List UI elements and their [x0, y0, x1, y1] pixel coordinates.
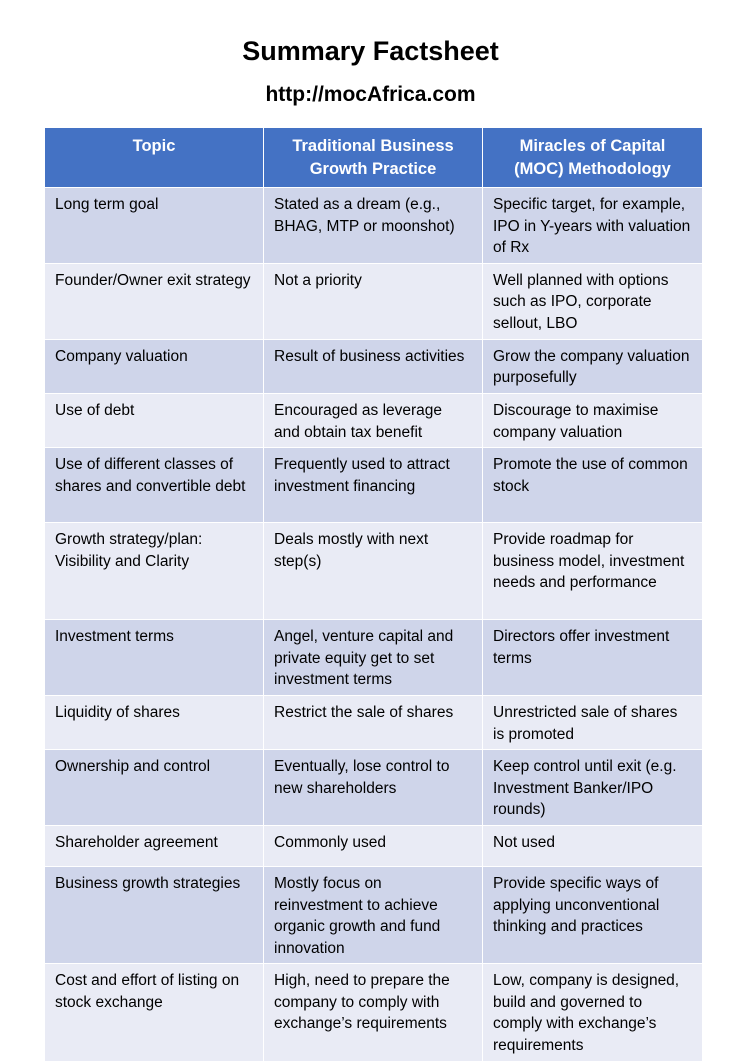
cell-moc: Promote the use of common stock [483, 448, 703, 523]
page-subtitle-url: http://mocAfrica.com [265, 83, 476, 106]
cell-traditional: Mostly focus on reinvestment to achieve organic growth and fund innovation [264, 866, 483, 963]
cell-traditional: Not a priority [264, 263, 483, 339]
cell-topic: Liquidity of shares [45, 695, 264, 749]
cell-topic: Founder/Owner exit strategy [45, 263, 264, 339]
cell-moc: Not used [483, 825, 703, 866]
cell-topic: Company valuation [45, 339, 264, 393]
table-header-row [45, 128, 703, 188]
cell-moc: Discourage to maximise company valuation [483, 393, 703, 447]
cell-traditional: Commonly used [264, 825, 483, 866]
cell-topic: Cost and effort of listing on stock exchange [45, 964, 264, 1061]
table-row [45, 620, 703, 696]
cell-topic: Shareholder agreement [45, 825, 264, 866]
table-row [45, 825, 703, 866]
table-row [45, 263, 703, 339]
table-row [45, 188, 703, 264]
cell-moc: Directors offer investment terms [483, 620, 703, 696]
cell-topic: Investment terms [45, 620, 264, 696]
table-row [45, 339, 703, 393]
cell-traditional: High, need to prepare the company to comply with exchange’s requirements [264, 964, 483, 1061]
cell-moc: Provide specific ways of applying unconventional thinking and practices [483, 866, 703, 963]
cell-traditional: Restrict the sale of shares [264, 695, 483, 749]
cell-topic: Use of different classes of shares and convertible debt [45, 448, 264, 523]
page-title: Summary Factsheet [242, 36, 499, 66]
cell-topic: Use of debt [45, 393, 264, 447]
cell-traditional: Encouraged as leverage and obtain tax benefit [264, 393, 483, 447]
cell-moc: Specific target, for example, IPO in Y-years with valuation of Rx [483, 188, 703, 264]
cell-topic: Long term goal [45, 188, 264, 264]
cell-moc: Unrestricted sale of shares is promoted [483, 695, 703, 749]
header-traditional: Traditional Business Growth Practice [264, 128, 483, 188]
table-row [45, 750, 703, 826]
cell-moc: Keep control until exit (e.g. Investment Banker/IPO rounds) [483, 750, 703, 826]
cell-moc: Low, company is designed, build and governed to comply with exchange’s requirements [483, 964, 703, 1061]
header-topic: Topic [45, 128, 264, 188]
cell-topic: Business growth strategies [45, 866, 264, 963]
summary-table [44, 127, 703, 1062]
cell-topic: Growth strategy/plan: Visibility and Clarity [45, 523, 264, 620]
cell-moc: Provide roadmap for business model, investment needs and performance [483, 523, 703, 620]
cell-moc: Well planned with options such as IPO, corporate sellout, LBO [483, 263, 703, 339]
cell-topic: Ownership and control [45, 750, 264, 826]
table-row [45, 448, 703, 523]
cell-traditional: Angel, venture capital and private equity get to set investment terms [264, 620, 483, 696]
table-row [45, 866, 703, 963]
header-moc: Miracles of Capital (MOC) Methodology [483, 128, 703, 188]
table-row [45, 964, 703, 1061]
table-row [45, 523, 703, 620]
cell-traditional: Eventually, lose control to new shareholders [264, 750, 483, 826]
cell-traditional: Stated as a dream (e.g., BHAG, MTP or moonshot) [264, 188, 483, 264]
table-row [45, 393, 703, 447]
table-row [45, 695, 703, 749]
cell-traditional: Frequently used to attract investment financing [264, 448, 483, 523]
cell-moc: Grow the company valuation purposefully [483, 339, 703, 393]
cell-traditional: Deals mostly with next step(s) [264, 523, 483, 620]
cell-traditional: Result of business activities [264, 339, 483, 393]
